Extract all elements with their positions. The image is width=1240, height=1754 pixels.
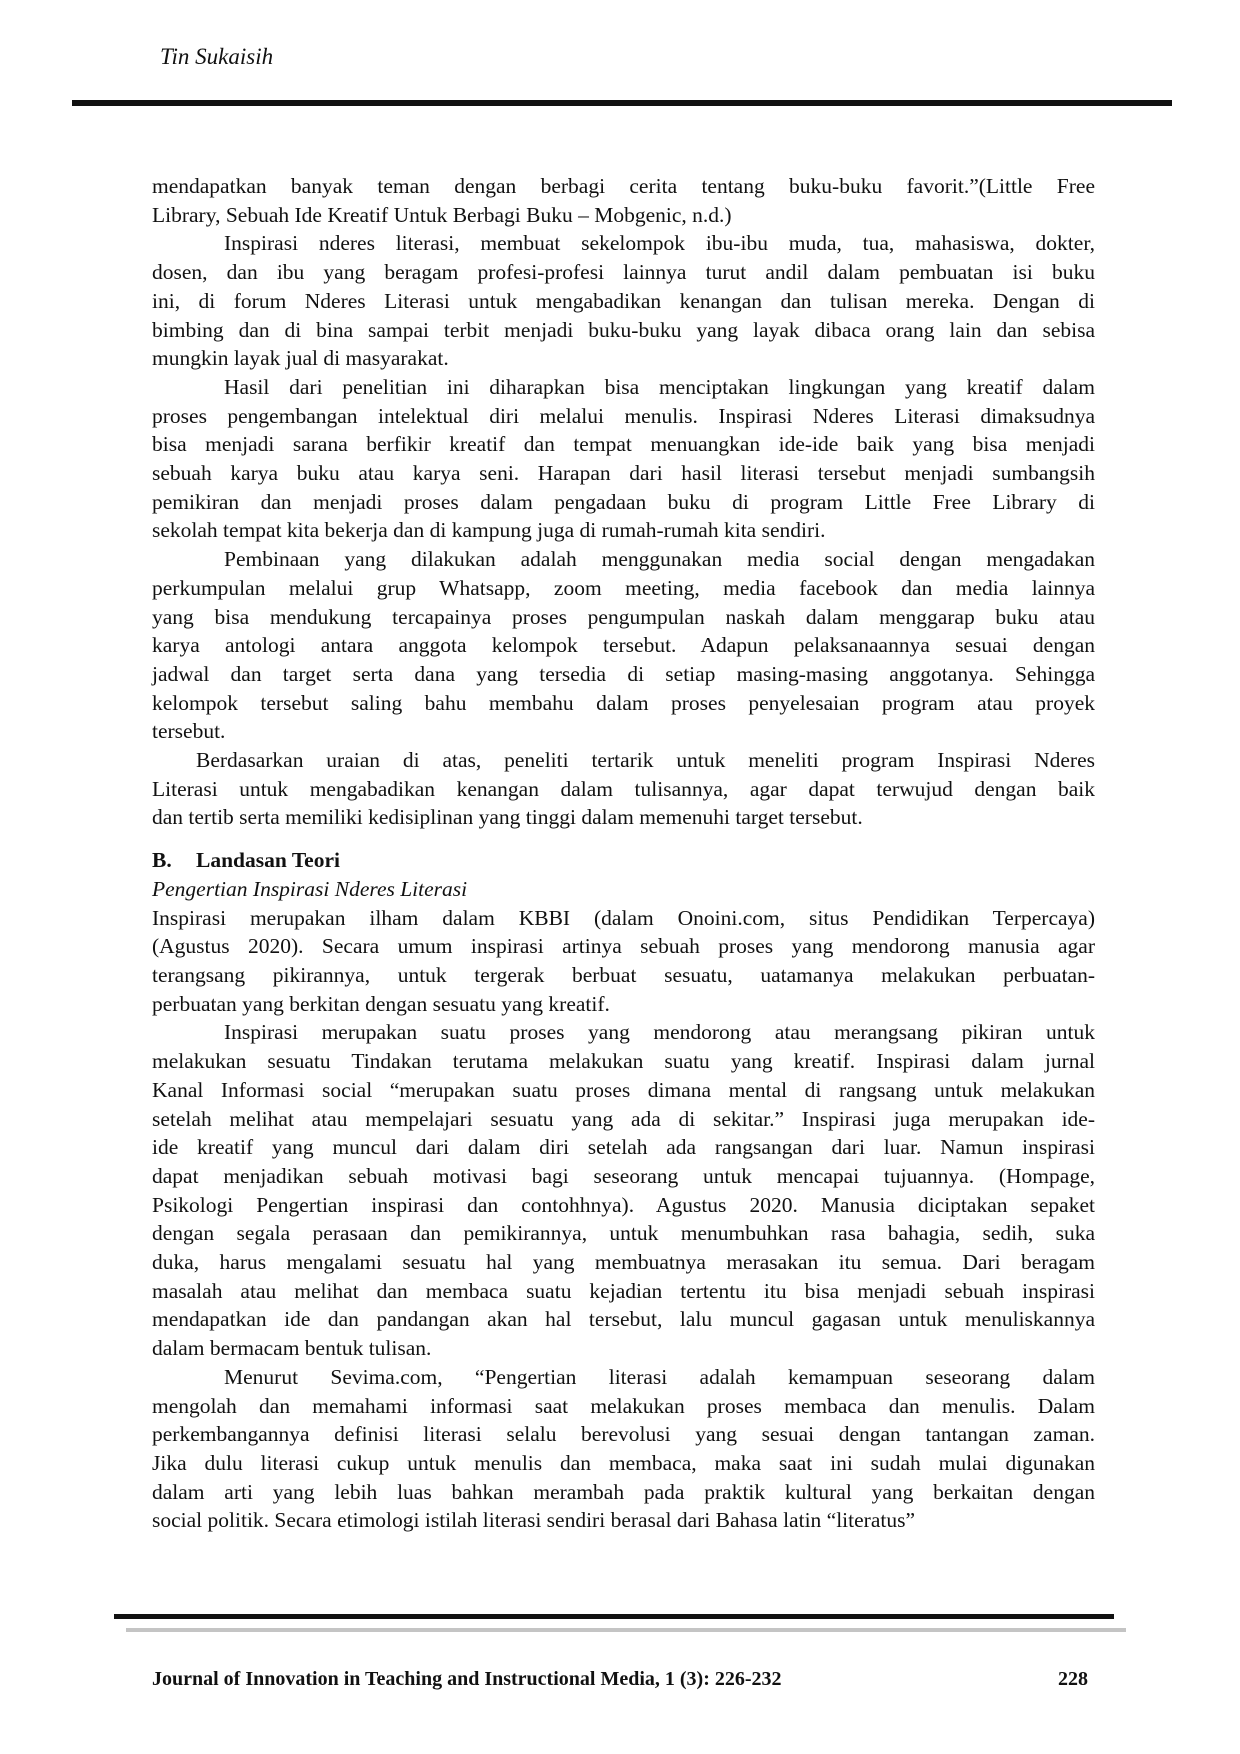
text-line: ini, di forum Nderes Literasi untuk mengabadikan kenangan dan tulisan mereka. Dengan di [152,288,1095,313]
text-line: perkumpulan melalui grup Whatsapp, zoom meeting, media facebook dan media lainnya [152,575,1095,600]
text-line: mendapatkan banyak teman dengan berbagi cerita tentang buku-buku favorit.”(Little Free [152,174,1095,198]
journal-citation: Journal of Innovation in Teaching and Instructional Media, 1 (3): 226-232 [152,1668,782,1690]
text-line: dalam bermacam bentuk tulisan. [152,1336,432,1361]
section-heading [152,846,1095,875]
text-line: sebuah karya buku atau karya seni. Harapan dari hasil literasi tersebut menjadi sumbangsih [152,461,1095,486]
text-line: Berdasarkan uraian di atas, peneliti tertarik untuk meneliti program Inspirasi Nderes [196,748,1095,773]
text-line: dosen, dan ibu yang beragam profesi-profesi lainnya turut andil dalam pembuatan isi buku [152,260,1095,285]
section-title: Landasan Teori [196,848,340,873]
text-line: Psikologi Pengertian inspirasi dan contohhnya). Agustus 2020. Manusia diciptakan sepaket [152,1192,1095,1217]
paragraph [152,746,1095,832]
text-line: bisa menjadi sarana berfikir kreatif dan tempat menuangkan ide-ide baik yang bisa menjadi [152,432,1095,457]
paragraph [152,1018,1095,1362]
top-rule [72,100,1172,106]
text-line: Inspirasi merupakan suatu proses yang mendorong atau merangsang pikiran untuk [224,1020,1095,1045]
bottom-rule [114,1614,1114,1619]
text-line: mendapatkan ide dan pandangan akan hal tersebut, lalu muncul gagasan untuk menuliskannya [152,1307,1095,1332]
text-line: sekolah tempat kita bekerja dan di kampung juga di rumah-rumah kita sendiri. [152,518,826,543]
text-line: dalam arti yang lebih luas bahkan merambah pada praktik kultural yang berkaitan dengan [152,1479,1095,1504]
text-line: karya antologi antara anggota kelompok tersebut. Adapun pelaksanaannya sesuai dengan [152,633,1095,658]
text-line: mungkin layak jual di masyarakat. [152,346,449,371]
bottom-rule-shadow [126,1628,1126,1632]
text-line: perkembangannya definisi literasi selalu berevolusi yang sesuai dengan tantangan zaman. [152,1422,1095,1447]
text-line: melakukan sesuatu Tindakan terutama melakukan suatu yang kreatif. Inspirasi dalam jurnal [152,1049,1095,1074]
text-line: dengan segala perasaan dan pemikirannya, untuk menumbuhkan rasa bahagia, sedih, suka [152,1221,1095,1246]
text-line: mengolah dan memahami informasi saat melakukan proses membaca dan menulis. Dalam [152,1393,1095,1418]
footer [152,1668,1092,1691]
text-line: masalah atau melihat dan membaca suatu kejadian tertentu itu bisa menjadi sebuah inspirasi [152,1278,1095,1303]
text-line: dapat menjadikan sebuah motivasi bagi seseorang untuk mencapai tujuannya. (Hompage, [152,1163,1095,1188]
text-line: perbuatan yang berkitan dengan sesuatu yang kreatif. [152,991,610,1016]
text-line: kelompok tersebut saling bahu membahu dalam proses penyelesaian program atau proyek [152,690,1095,715]
text-line: pemikiran dan menjadi proses dalam pengadaan buku di program Little Free Library di [152,489,1095,514]
text-line: Inspirasi merupakan ilham dalam KBBI (dalam Onoini.com, situs Pendidikan Terpercaya) [152,905,1095,930]
paragraph [152,545,1095,746]
section-number: B. [152,848,172,873]
text-line: bimbing dan di bina sampai terbit menjadi buku-buku yang layak dibaca orang lain dan sebisa [152,317,1095,342]
text-line: Literasi untuk mengabadikan kenangan dalam tulisannya, agar dapat terwujud dengan baik [152,776,1095,801]
section-paragraphs [152,904,1095,1535]
paragraph [152,373,1095,545]
paragraph [152,904,1095,1019]
text-line: social politik. Secara etimologi istilah literasi sendiri berasal dari Bahasa latin “literatus” [152,1508,916,1533]
paragraph [152,172,1095,229]
text-line: duka, harus mengalami sesuatu hal yang membuatnya merasakan itu semua. Dari beragam [152,1250,1095,1275]
text-line: terangsang pikirannya, untuk tergerak berbuat sesuatu, uatamanya melakukan perbuatan- [152,962,1095,987]
text-line: Jika dulu literasi cukup untuk menulis dan membaca, maka saat ini sudah mulai digunakan [152,1450,1095,1475]
text-line: Kanal Informasi social “merupakan suatu proses dimana mental di rangsang untuk melakukan [152,1077,1095,1102]
text-line: Hasil dari penelitian ini diharapkan bisa menciptakan lingkungan yang kreatif dalam [224,374,1095,399]
text-line: (Agustus 2020). Secara umum inspirasi artinya sebuah proses yang mendorong manusia agar [152,934,1095,959]
text-line: Inspirasi nderes literasi, membuat sekelompok ibu-ibu muda, tua, mahasiswa, dokter, [224,231,1095,256]
main-content [152,172,1095,1535]
text-line: jadwal dan target serta dana yang tersedia di setiap masing-masing anggotanya. Sehingga [152,661,1095,686]
text-line: proses pengembangan intelektual diri melalui menulis. Inspirasi Nderes Literasi dimaksudnya [152,403,1095,428]
paragraph [152,229,1095,373]
text-line: Library, Sebuah Ide Kreatif Untuk Berbagi Buku – Mobgenic, n.d.) [152,202,732,227]
text-line: dan tertib serta memiliki kedisiplinan yang tinggi dalam memenuhi target tersebut. [152,805,863,830]
page-number: 228 [1058,1668,1088,1690]
text-line: setelah melihat atau mempelajari sesuatu yang ada di sekitar.” Inspirasi juga merupakan ide- [152,1106,1095,1131]
running-head: Tin Sukaisih [160,44,274,69]
subheading: Pengertian Inspirasi Nderes Literasi [152,876,468,901]
paragraph [152,1363,1095,1535]
text-line: ide kreatif yang muncul dari dalam diri setelah ada rangsangan dari luar. Namun inspirasi [152,1135,1095,1160]
text-line: Menurut Sevima.com, “Pengertian literasi adalah kemampuan seseorang dalam [224,1364,1095,1389]
text-line: tersebut. [152,719,226,744]
text-line: yang bisa mendukung tercapainya proses pengumpulan naskah dalam menggarap buku atau [152,604,1095,629]
intro-paragraphs [152,172,1095,832]
text-line: Pembinaan yang dilakukan adalah menggunakan media social dengan mengadakan [224,547,1095,572]
